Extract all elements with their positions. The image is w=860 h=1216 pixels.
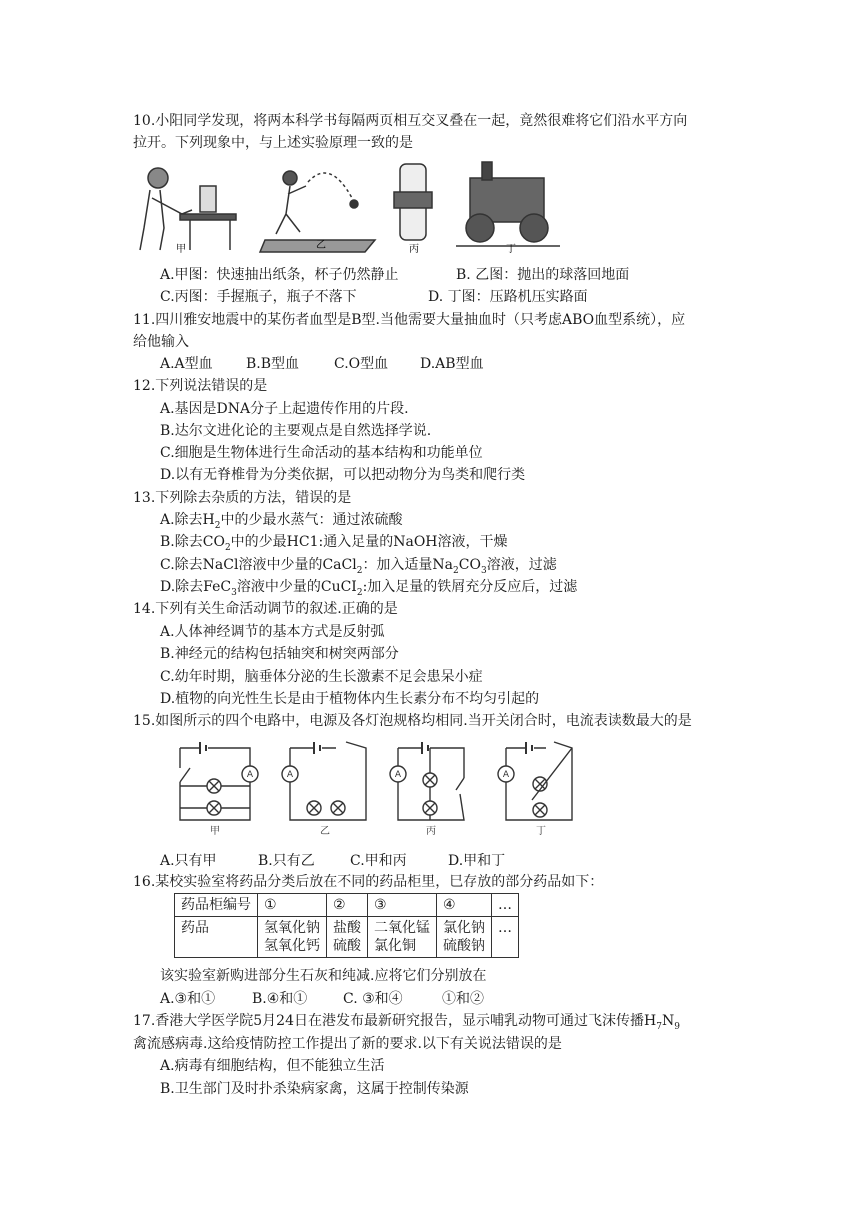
q15-ammeter-yi: A [286,770,294,780]
table-header-cell: ② [327,894,368,917]
q14-option-c: C.幼年时期，脑垂体分泌的生长激素不足会患呆小症 [160,669,483,685]
q12-option-a: A.基因是DNA分子上起遗传作用的片段. [160,401,409,417]
q15-option-a: A.只有甲 [160,853,217,869]
q10-figure-row [130,158,570,256]
q14-option-d: D.植物的向光性生长是由于植物体内生长素分布不均匀引起的 [160,691,540,707]
q10-fig-label-jia: 甲 [176,244,186,255]
q16-stem: 16.某校实验室将药品分类后放在不同的药品柜里，巳存放的部分药品如下： [133,874,604,890]
q11-option-a: A.A型血 [160,356,213,372]
q10-option-c: C.丙图：手握瓶子，瓶子不落下 [160,289,357,305]
q10-fig-label-yi: 乙 [316,240,326,251]
q15-ammeter-bing: A [394,770,402,780]
q12-option-d: D.以有无脊椎骨为分类依据，可以把动物分为鸟类和爬行类 [160,467,526,483]
q11-option-b: B.B型血 [246,356,300,372]
q13-option-d: D.除去FeC$_3$溶液中少量的CuCI$_2$:加入足量的铁屑充分反应后，过滤 [160,579,578,598]
q15-stem: 15.如图所示的四个电路中，电源及各灯泡规格均相同.当开关闭合时，电流表读数最大的是 [133,713,692,729]
q15-fig-label-ding: 丁 [536,826,546,837]
q16-followup: 该实验室新购进部分生石灰和纯减.应将它们分别放在 [160,968,487,984]
q10-fig-ding [456,162,560,246]
table-row [175,894,519,917]
q10-fig-label-ding: 丁 [506,244,516,255]
table-header-cell: ③ [368,894,437,917]
q14-stem: 14.下列有关生命活动调节的叙述.正确的是 [133,601,398,617]
q10-fig-jia [140,168,236,250]
q10-stem-line1: 10.小阳同学发现，将两本科学书每隔两页相互交叉叠在一起，竟然很难将它们沿水平方向 [133,113,688,129]
q15-circuit-yi [282,742,366,820]
q15-fig-label-yi: 乙 [320,826,330,837]
table-header-cell: ① [258,894,327,917]
q15-option-d: D.甲和丁 [448,853,506,869]
q15-ammeter-ding: A [502,770,510,780]
q10-fig-bing [394,164,432,240]
q15-fig-label-bing: 丙 [426,826,436,837]
q13-option-b: B.除去$CO_2$中的少最HC1:通入足量的NaOH溶液，干燥 [160,534,508,553]
q11-stem-line2: 给他输入 [133,334,189,350]
q17-option-a: A.病毒有细胞结构，但不能独立生活 [160,1058,385,1074]
table-cell: 氢氧化钠 氢氧化钙 [258,917,327,958]
q16-drug-table [174,893,519,958]
q14-option-a: A.人体神经调节的基本方式是反射弧 [160,624,385,640]
q17-stem-line2: 禽流感病毒.这给疫情防控工作提出了新的要求.以下有关说法错误的是 [133,1036,562,1052]
q12-stem: 12.下列说法错误的是 [133,378,268,394]
q10-fig-label-bing: 丙 [409,244,419,255]
q15-fig-label-jia: 甲 [210,826,220,837]
q15-circuit-bing [390,742,464,820]
q10-stem-line2: 拉开。下列现象中，与上述实验原理一致的是 [133,135,413,151]
table-header-cell: … [492,894,519,917]
q13-stem: 13.下列除去杂质的方法，错误的是 [133,490,352,506]
table-cell: 氯化钠 硫酸钠 [437,917,492,958]
q16-option-b: B.④和① [252,991,308,1007]
q12-option-b: B.达尔文进化论的主要观点是自然选择学说. [160,423,432,439]
q16-option-c: C. ③和④ [343,991,403,1007]
table-header-cell: 药品柜编号 [175,894,258,917]
table-cell: 盐酸 硫酸 [327,917,368,958]
q10-option-d: D. 丁图：压路机压实路面 [428,289,588,305]
q15-option-c: C.甲和丙 [350,853,407,869]
q11-option-c: C.O型血 [334,356,389,372]
q10-option-b: B. 乙图：抛出的球落回地面 [456,267,630,283]
q11-stem-line1: 11.四川雅安地震中的某伤者血型是B型.当他需要大量抽血时（只考虑ABO血型系统），应 [133,312,686,328]
q14-option-b: B.神经元的结构包括轴突和树突两部分 [160,646,399,662]
q17-option-b: B.卫生部门及时扑杀染病家禽，这属于控制传染源 [160,1081,469,1097]
table-row-label: 药品 [175,917,258,958]
q13-option-a: A.除去$H_2$中的少最水蒸气：通过浓硫酸 [160,512,403,531]
q16-option-d: ①和② [442,991,484,1007]
q12-option-c: C.细胞是生物体进行生命活动的基本结构和功能单位 [160,445,483,461]
q10-option-a: A.甲图：快速抽出纸条，杯子仍然静止 [160,267,399,283]
table-cell: 二氧化锰 氯化铜 [368,917,437,958]
q15-circuit-figures [170,738,580,840]
q15-option-b: B.只有乙 [258,853,315,869]
table-header-cell: ④ [437,894,492,917]
q16-option-a: A.③和① [160,991,216,1007]
table-cell: … [492,917,519,958]
table-row [175,917,519,958]
q11-option-d: D.AB型血 [420,356,484,372]
q17-stem-line1: 17.香港大学医学院5月24日在港发布最新研究报告，显示哺乳动物可通过飞沫传播$H_7N_9$ [133,1013,680,1032]
q15-circuit-jia [180,742,258,820]
q15-circuit-ding [498,742,572,820]
q13-option-c: C.除去NaCl溶液中少量的CaCl$_2$：加入适量$Na_2CO_3$溶液，过滤 [160,557,557,576]
q15-ammeter-jia: A [246,770,254,780]
